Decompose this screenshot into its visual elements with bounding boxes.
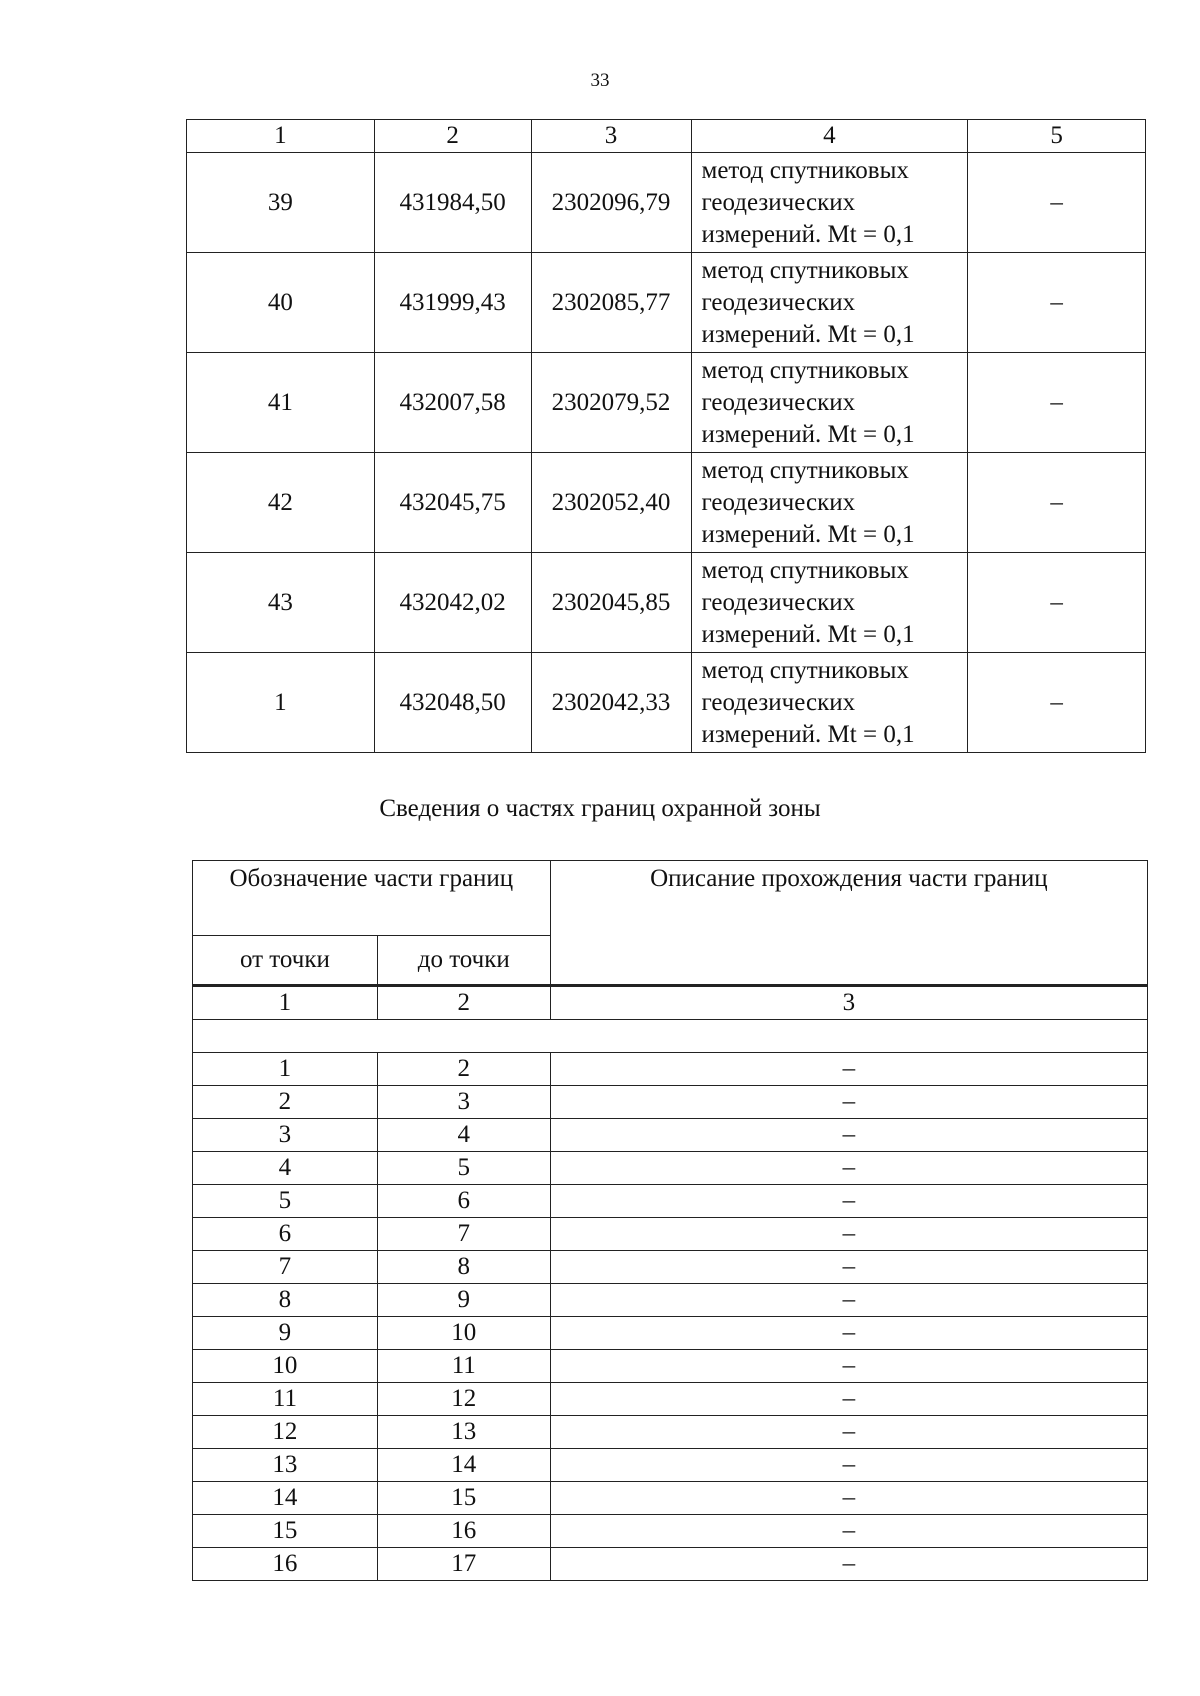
y-coordinate-cell: 2302079,52	[531, 353, 691, 453]
y-coordinate-cell: 2302052,40	[531, 453, 691, 553]
boundary-part-row	[193, 1515, 1148, 1548]
to-point-cell: 14	[377, 1449, 550, 1482]
column-number-3: 3	[531, 120, 691, 153]
method-line: метод спутниковых	[701, 456, 909, 484]
to-point-cell: 3	[377, 1086, 550, 1119]
description-cell: –	[550, 1317, 1147, 1350]
point-number-cell: 39	[187, 153, 375, 253]
method-line: метод спутниковых	[701, 656, 909, 684]
boundary-part-row	[193, 1482, 1148, 1515]
description-cell: –	[968, 153, 1146, 253]
x-coordinate-cell: 432045,75	[374, 453, 531, 553]
y-coordinate-cell: 2302042,33	[531, 653, 691, 753]
from-point-cell: 8	[193, 1284, 378, 1317]
from-point-header: от точки	[193, 936, 378, 986]
blank-row	[193, 1020, 1148, 1053]
boundary-part-row	[193, 1086, 1148, 1119]
coordinates-header-row	[187, 120, 1146, 153]
boundary-part-row	[193, 1053, 1148, 1086]
description-cell: –	[968, 253, 1146, 353]
method-line: геодезических	[701, 688, 856, 716]
from-point-cell: 3	[193, 1119, 378, 1152]
method-line: измерений. Mt = 0,1	[701, 320, 915, 348]
x-coordinate-cell: 431984,50	[374, 153, 531, 253]
method-line: метод спутниковых	[701, 556, 909, 584]
description-cell: –	[550, 1218, 1147, 1251]
column-number-1: 1	[187, 120, 375, 153]
boundary-part-row	[193, 1284, 1148, 1317]
description-cell: –	[550, 1284, 1147, 1317]
to-point-cell: 17	[377, 1548, 550, 1581]
coordinate-row	[187, 353, 1146, 453]
description-cell: –	[550, 1449, 1147, 1482]
to-point-cell: 9	[377, 1284, 550, 1317]
parts-column-numbers-row	[193, 986, 1148, 1020]
y-coordinate-cell: 2302085,77	[531, 253, 691, 353]
from-point-cell: 14	[193, 1482, 378, 1515]
blank-cell	[193, 1020, 1148, 1053]
coordinate-row	[187, 553, 1146, 653]
coordinates-table	[186, 119, 1146, 753]
description-cell: –	[550, 1350, 1147, 1383]
description-cell: –	[550, 1515, 1147, 1548]
description-cell: –	[968, 553, 1146, 653]
from-point-cell: 10	[193, 1350, 378, 1383]
coordinate-row	[187, 453, 1146, 553]
column-number-3: 3	[550, 986, 1147, 1020]
page-number: 33	[590, 70, 610, 91]
boundary-part-row	[193, 1383, 1148, 1416]
method-cell	[691, 253, 968, 353]
method-line: метод спутниковых	[701, 156, 909, 184]
x-coordinate-cell: 432007,58	[374, 353, 531, 453]
method-line: измерений. Mt = 0,1	[701, 720, 915, 748]
method-cell	[691, 453, 968, 553]
from-point-cell: 16	[193, 1548, 378, 1581]
description-cell: –	[550, 1053, 1147, 1086]
column-number-2: 2	[377, 986, 550, 1020]
column-number-4: 4	[691, 120, 968, 153]
from-point-cell: 7	[193, 1251, 378, 1284]
boundary-part-row	[193, 1350, 1148, 1383]
from-point-cell: 9	[193, 1317, 378, 1350]
boundary-parts-table	[192, 860, 1148, 1581]
boundary-part-row	[193, 1152, 1148, 1185]
to-point-cell: 10	[377, 1317, 550, 1350]
description-cell: –	[550, 1086, 1147, 1119]
point-number-cell: 42	[187, 453, 375, 553]
boundary-part-row	[193, 1185, 1148, 1218]
method-line: измерений. Mt = 0,1	[701, 520, 915, 548]
from-point-cell: 6	[193, 1218, 378, 1251]
description-cell: –	[550, 1251, 1147, 1284]
section-title: Сведения о частях границ охранной зоны	[379, 795, 821, 822]
to-point-cell: 5	[377, 1152, 550, 1185]
from-point-cell: 1	[193, 1053, 378, 1086]
method-line: геодезических	[701, 388, 856, 416]
to-point-cell: 13	[377, 1416, 550, 1449]
boundary-part-row	[193, 1251, 1148, 1284]
from-point-cell: 15	[193, 1515, 378, 1548]
x-coordinate-cell: 432042,02	[374, 553, 531, 653]
to-point-cell: 11	[377, 1350, 550, 1383]
column-number-2: 2	[374, 120, 531, 153]
y-coordinate-cell: 2302096,79	[531, 153, 691, 253]
boundary-part-row	[193, 1218, 1148, 1251]
column-number-5: 5	[968, 120, 1146, 153]
method-cell	[691, 353, 968, 453]
parts-header-row	[193, 861, 1148, 936]
boundary-part-row	[193, 1449, 1148, 1482]
from-point-cell: 2	[193, 1086, 378, 1119]
point-number-cell: 40	[187, 253, 375, 353]
description-cell: –	[550, 1152, 1147, 1185]
point-number-cell: 43	[187, 553, 375, 653]
method-line: геодезических	[701, 288, 856, 316]
x-coordinate-cell: 432048,50	[374, 653, 531, 753]
method-line: геодезических	[701, 488, 856, 516]
to-point-cell: 8	[377, 1251, 550, 1284]
method-line: измерений. Mt = 0,1	[701, 620, 915, 648]
boundary-part-row	[193, 1548, 1148, 1581]
to-point-cell: 12	[377, 1383, 550, 1416]
coordinate-row	[187, 653, 1146, 753]
method-cell	[691, 653, 968, 753]
description-cell: –	[968, 353, 1146, 453]
description-cell: –	[550, 1383, 1147, 1416]
method-line: метод спутниковых	[701, 256, 909, 284]
description-cell: –	[550, 1119, 1147, 1152]
to-point-header: до точки	[377, 936, 550, 986]
column-number-1: 1	[193, 986, 378, 1020]
from-point-cell: 11	[193, 1383, 378, 1416]
to-point-cell: 16	[377, 1515, 550, 1548]
designation-header: Обозначение части границ	[193, 861, 551, 936]
method-cell	[691, 153, 968, 253]
description-cell: –	[550, 1416, 1147, 1449]
coordinate-row	[187, 253, 1146, 353]
description-cell: –	[550, 1548, 1147, 1581]
method-cell	[691, 553, 968, 653]
boundary-part-row	[193, 1416, 1148, 1449]
boundary-part-row	[193, 1119, 1148, 1152]
method-line: измерений. Mt = 0,1	[701, 220, 915, 248]
x-coordinate-cell: 431999,43	[374, 253, 531, 353]
from-point-cell: 4	[193, 1152, 378, 1185]
from-point-cell: 12	[193, 1416, 378, 1449]
description-cell: –	[550, 1185, 1147, 1218]
point-number-cell: 41	[187, 353, 375, 453]
description-cell: –	[968, 453, 1146, 553]
method-line: измерений. Mt = 0,1	[701, 420, 915, 448]
description-header: Описание прохождения части границ	[550, 861, 1147, 986]
from-point-cell: 5	[193, 1185, 378, 1218]
from-point-cell: 13	[193, 1449, 378, 1482]
to-point-cell: 6	[377, 1185, 550, 1218]
to-point-cell: 15	[377, 1482, 550, 1515]
coordinate-row	[187, 153, 1146, 253]
to-point-cell: 4	[377, 1119, 550, 1152]
to-point-cell: 2	[377, 1053, 550, 1086]
description-cell: –	[968, 653, 1146, 753]
description-cell: –	[550, 1482, 1147, 1515]
y-coordinate-cell: 2302045,85	[531, 553, 691, 653]
point-number-cell: 1	[187, 653, 375, 753]
boundary-part-row	[193, 1317, 1148, 1350]
to-point-cell: 7	[377, 1218, 550, 1251]
method-line: метод спутниковых	[701, 356, 909, 384]
method-line: геодезических	[701, 588, 856, 616]
method-line: геодезических	[701, 188, 856, 216]
